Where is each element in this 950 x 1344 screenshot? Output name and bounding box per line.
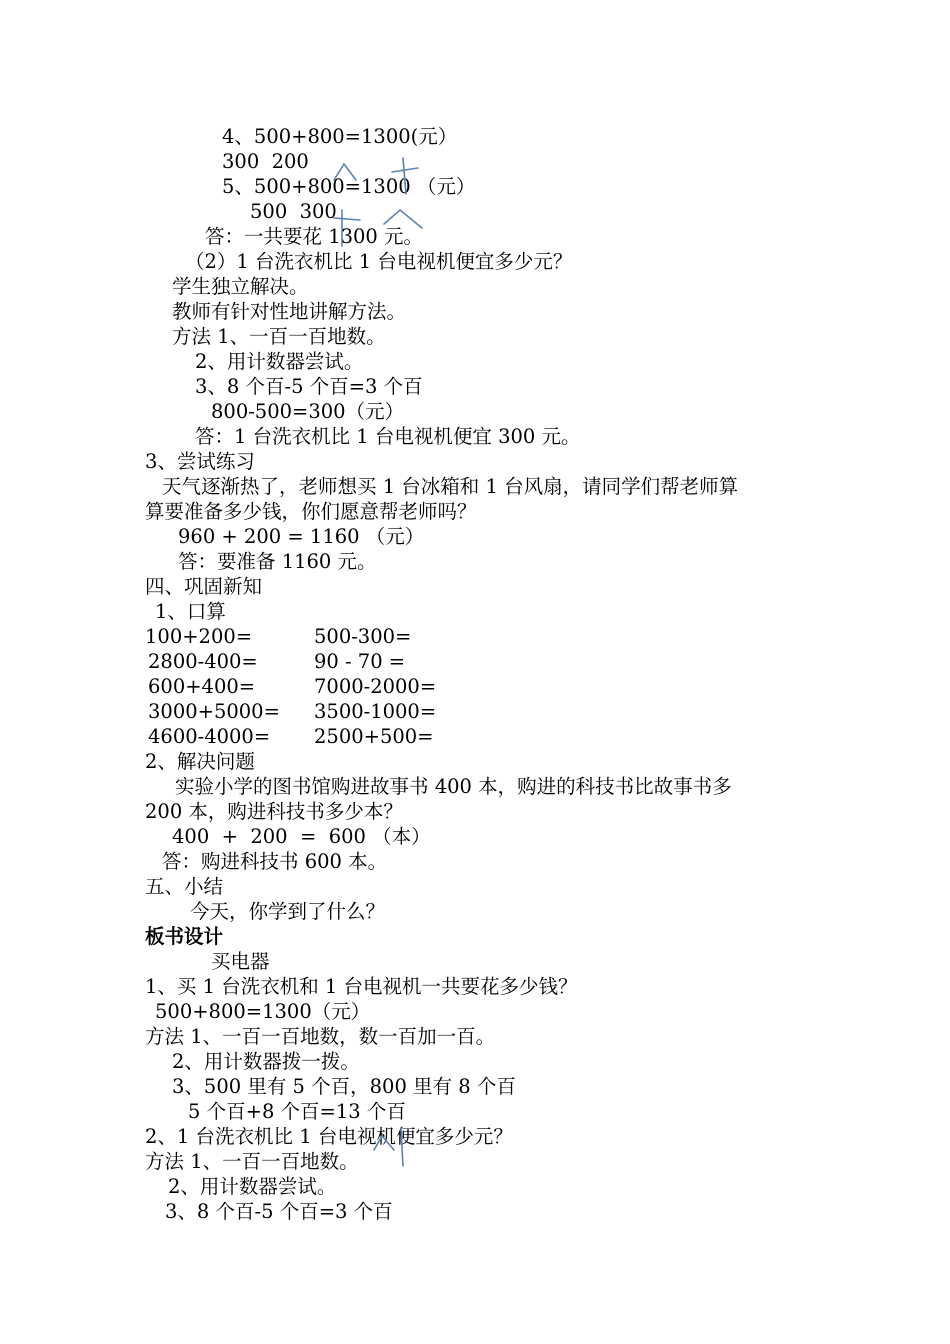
- line-teacher: 教师有针对性地讲解方法。: [172, 300, 407, 323]
- line-calc-800-500: 800-500=300（元）: [211, 400, 405, 423]
- board-method3-b: 3、8 个百-5 个百=3 个百: [165, 1200, 393, 1223]
- line-practice-text-1: 天气逐渐热了，老师想买 1 台冰箱和 1 台风扇，请同学们帮老师算: [162, 475, 739, 498]
- line-eq5: 5、500+800=1300 （元）: [222, 175, 476, 198]
- line-eq4: 4、500+800=1300(元）: [222, 125, 458, 148]
- oral-left-1: 100+200=: [145, 625, 253, 648]
- line-method2: 2、用计数器尝试。: [195, 350, 364, 373]
- line-answer-2: 答：1 台洗衣机比 1 台电视机便宜 300 元。: [195, 425, 581, 448]
- oral-left-4: 3000+5000=: [148, 700, 280, 723]
- board-method1-b: 方法 1、一百一百地数。: [145, 1150, 359, 1173]
- line-summary-question: 今天，你学到了什么？: [190, 900, 386, 923]
- line-practice-calc: 960 + 200 = 1160 （元）: [178, 525, 425, 548]
- line-method1: 方法 1、一百一百地数。: [172, 325, 386, 348]
- board-question-2: 2、1 台洗衣机比 1 台电视机便宜多少元？: [145, 1125, 513, 1148]
- split-stroke-right-a: [392, 168, 418, 172]
- section-summary: 五、小结: [145, 875, 224, 898]
- section-board-design: 板书设计: [145, 925, 224, 948]
- board-method2: 2、用计数器拨一拨。: [172, 1050, 360, 1073]
- line-split-b: 500 300: [250, 200, 337, 223]
- line-problem-answer: 答：购进科技书 600 本。: [162, 850, 388, 873]
- board-question-1: 1、买 1 台洗衣机和 1 台电视机一共要花多少钱？: [145, 975, 578, 998]
- line-problem-text-2: 200 本，购进科技书多少本？: [145, 800, 403, 823]
- line-question-2: （2）1 台洗衣机比 1 台电视机便宜多少元？: [185, 250, 573, 273]
- board-method3: 3、500 里有 5 个百，800 里有 8 个百: [172, 1075, 516, 1098]
- line-student: 学生独立解决。: [172, 275, 309, 298]
- board-method1: 方法 1、一百一百地数，数一百加一百。: [145, 1025, 496, 1048]
- oral-right-3: 7000-2000=: [314, 675, 437, 698]
- line-problem-text-1: 实验小学的图书馆购进故事书 400 本，购进的科技书比故事书多: [175, 775, 732, 798]
- section-solve-problem: 2、解决问题: [145, 750, 255, 773]
- line-method3: 3、8 个百-5 个百=3 个百: [195, 375, 423, 398]
- line-practice-text-2: 算要准备多少钱，你们愿意帮老师吗？: [145, 500, 477, 523]
- oral-right-1: 500-300=: [314, 625, 412, 648]
- board-calc-1: 500+800=1300（元）: [155, 1000, 371, 1023]
- line-oral-calc-title: 1、口算: [155, 600, 226, 623]
- board-method2-b: 2、用计数器尝试。: [168, 1175, 337, 1198]
- split-stroke-left-c: [334, 218, 360, 220]
- oral-left-2: 2800-400=: [148, 650, 258, 673]
- section-try-practice: 3、尝试练习: [145, 450, 255, 473]
- line-split-a: 300 200: [222, 150, 309, 173]
- oral-right-5: 2500+500=: [314, 725, 434, 748]
- oral-right-2: 90 - 70 =: [314, 650, 406, 673]
- section-consolidate: 四、巩固新知: [145, 575, 263, 598]
- oral-right-4: 3500-1000=: [314, 700, 437, 723]
- oral-left-3: 600+400=: [148, 675, 256, 698]
- line-answer-1: 答：一共要花 1300 元。: [205, 225, 424, 248]
- oral-left-5: 4600-4000=: [148, 725, 271, 748]
- board-method3-calc: 5 个百+8 个百=13 个百: [188, 1100, 406, 1123]
- line-practice-answer: 答：要准备 1160 元。: [178, 550, 377, 573]
- board-title: 买电器: [211, 950, 270, 973]
- line-problem-calc: 400 + 200 = 600 （本）: [172, 825, 431, 848]
